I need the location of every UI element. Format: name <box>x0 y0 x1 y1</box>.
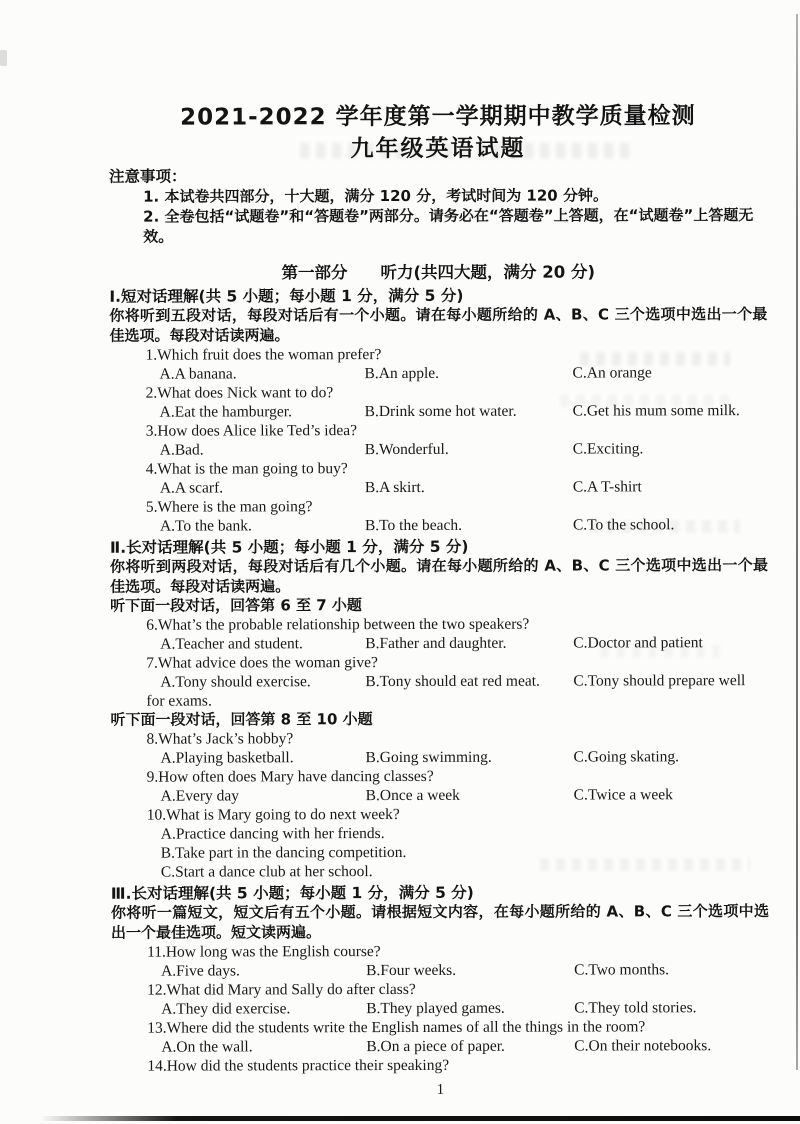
note-item-2: 2. 全卷包括“试题卷”和“答题卷”两部分。请务必在“答题卷”上答题，在“试题卷”上答题无效。 <box>143 206 754 246</box>
question-7-options <box>160 671 768 692</box>
section2-sub-instruction-2: 听下面一段对话，回答第 8 至 10 小题 <box>110 710 373 729</box>
option-a: A.Playing basketball. <box>160 749 294 767</box>
option-a: A.Bad. <box>159 441 204 459</box>
question-10-option-c: C.Start a dance club at her school. <box>160 863 373 881</box>
question-14: 14.How did the students practice their speaking? <box>147 1056 450 1075</box>
option-b: B.Four weeks. <box>366 961 457 980</box>
section1-instruction: 你将听到五段对话，每段对话后有一个小题。请在每小题所给的 A、B、C 三个选项中选出一个最佳选项。每段对话读两遍。 <box>109 305 768 345</box>
question-7-option-c-continuation: for exams. <box>146 692 212 710</box>
option-b: B.Once a week <box>365 786 460 805</box>
question-10-option-b: B.Take part in the dancing competition. <box>160 843 407 862</box>
option-c: C.An orange <box>572 364 652 382</box>
option-c: C.On their notebooks. <box>574 1037 712 1055</box>
option-c: C.Doctor and patient <box>573 634 703 652</box>
exam-subtitle: 九年级英语试题 <box>350 135 526 163</box>
question-11-options <box>161 960 769 981</box>
question-8: 8.What’s Jack’s hobby? <box>146 730 294 748</box>
question-5: 5.Where is the man going? <box>145 498 313 516</box>
option-c: C.Going skating. <box>573 748 680 766</box>
section3-instruction: 你将听一篇短文，短文后有五个小题。请根据短文内容，在每小题所给的 A、B、C 三个选项中选出一个最佳选项。短文读两遍。 <box>110 902 769 942</box>
option-a: A.To the bank. <box>159 517 252 535</box>
option-a: A.Every day <box>160 787 240 805</box>
option-c: C.A T-shirt <box>572 478 642 496</box>
option-c: C.Tony should prepare well <box>573 672 746 690</box>
option-c: C.To the school. <box>572 516 675 534</box>
question-4-options <box>160 477 768 498</box>
question-13: 13.Where did the students write the English names of all the things in the room? <box>147 1018 646 1037</box>
question-6-options <box>160 633 768 654</box>
question-10-option-a: A.Practice dancing with her friends. <box>160 825 385 843</box>
option-a: A.They did exercise. <box>161 1000 291 1018</box>
question-12: 12.What did Mary and Sally do after class? <box>147 980 416 999</box>
option-b: B.Drink some hot water. <box>364 402 517 421</box>
section2-sub-instruction-1: 听下面一段对话，回答第 6 至 7 小题 <box>110 596 362 615</box>
option-b: B.To the beach. <box>364 516 463 535</box>
section2-header: Ⅱ.长对话理解(共 5 小题；每小题 1 分，满分 5 分) <box>109 537 469 557</box>
question-10: 10.What is Mary going to do next week? <box>146 806 400 824</box>
question-4: 4.What is the man going to buy? <box>145 460 348 478</box>
option-a: A.A scarf. <box>159 479 224 497</box>
scan-right-edge-line <box>796 14 798 1070</box>
option-b: B.Wonderful. <box>364 440 449 459</box>
notes-label: 注意事项： <box>108 167 187 186</box>
option-a: A.A banana. <box>159 365 237 383</box>
option-c: C.Exciting. <box>572 440 644 458</box>
question-13-options <box>161 1036 769 1057</box>
option-b: B.Tony should eat red meat. <box>365 672 540 691</box>
question-6: 6.What’s the probable relationship between the two speakers? <box>146 615 530 634</box>
question-5-options <box>160 515 768 536</box>
option-a: A.On the wall. <box>161 1038 253 1056</box>
question-9-options <box>161 785 769 806</box>
question-1-options <box>160 363 768 384</box>
option-c: C.They told stories. <box>574 999 697 1017</box>
option-a: A.Five days. <box>161 962 240 980</box>
option-b: B.They played games. <box>366 999 505 1018</box>
section2-instruction: 你将听到两段对话，每段对话后有几个小题。请在每小题所给的 A、B、C 三个选项中选出一个最佳选项。每段对话读两遍。 <box>110 556 769 596</box>
part1-heading: 第一部分 听力(共四大题，满分 20 分) <box>281 262 596 283</box>
section1-header: Ⅰ.短对话理解(共 5 小题；每小题 1 分，满分 5 分) <box>109 286 464 306</box>
question-7: 7.What advice does the woman give? <box>146 654 378 672</box>
question-9: 9.How often does Mary have dancing classes? <box>146 767 434 786</box>
option-b: B.Father and daughter. <box>365 634 507 653</box>
option-c: C.Twice a week <box>573 786 673 804</box>
scan-bottom-bar <box>40 1116 800 1121</box>
option-b: B.On a piece of paper. <box>366 1037 505 1056</box>
exam-title: 2021-2022 学年度第一学期期中教学质量检测 <box>180 103 696 131</box>
option-b: B.Going swimming. <box>365 748 492 767</box>
section3-header: Ⅲ.长对话理解(共 5 小题；每小题 1 分，满分 5 分) <box>110 883 474 903</box>
option-b: B.An apple. <box>364 364 440 383</box>
question-3: 3.How does Alice like Ted’s idea? <box>145 422 357 440</box>
option-b: B.A skirt. <box>364 478 425 497</box>
question-2-options <box>160 401 768 422</box>
option-a: A.Eat the hamburger. <box>159 403 292 421</box>
page-number: 1 <box>436 1081 445 1098</box>
note-item-1: 1. 本试卷共四部分，十大题，满分 120 分，考试时间为 120 分钟。 <box>143 186 608 206</box>
question-1: 1.Which fruit does the woman prefer? <box>145 346 382 364</box>
question-8-options <box>161 747 769 768</box>
option-a: A.Tony should exercise. <box>160 673 311 691</box>
question-12-options <box>161 998 769 1019</box>
option-c: C.Two months. <box>574 961 670 979</box>
question-3-options <box>160 439 768 460</box>
question-2: 2.What does Nick want to do? <box>145 384 334 402</box>
question-11: 11.How long was the English course? <box>147 943 381 961</box>
option-c: C.Get his mum some milk. <box>572 402 740 420</box>
option-a: A.Teacher and student. <box>160 635 303 653</box>
